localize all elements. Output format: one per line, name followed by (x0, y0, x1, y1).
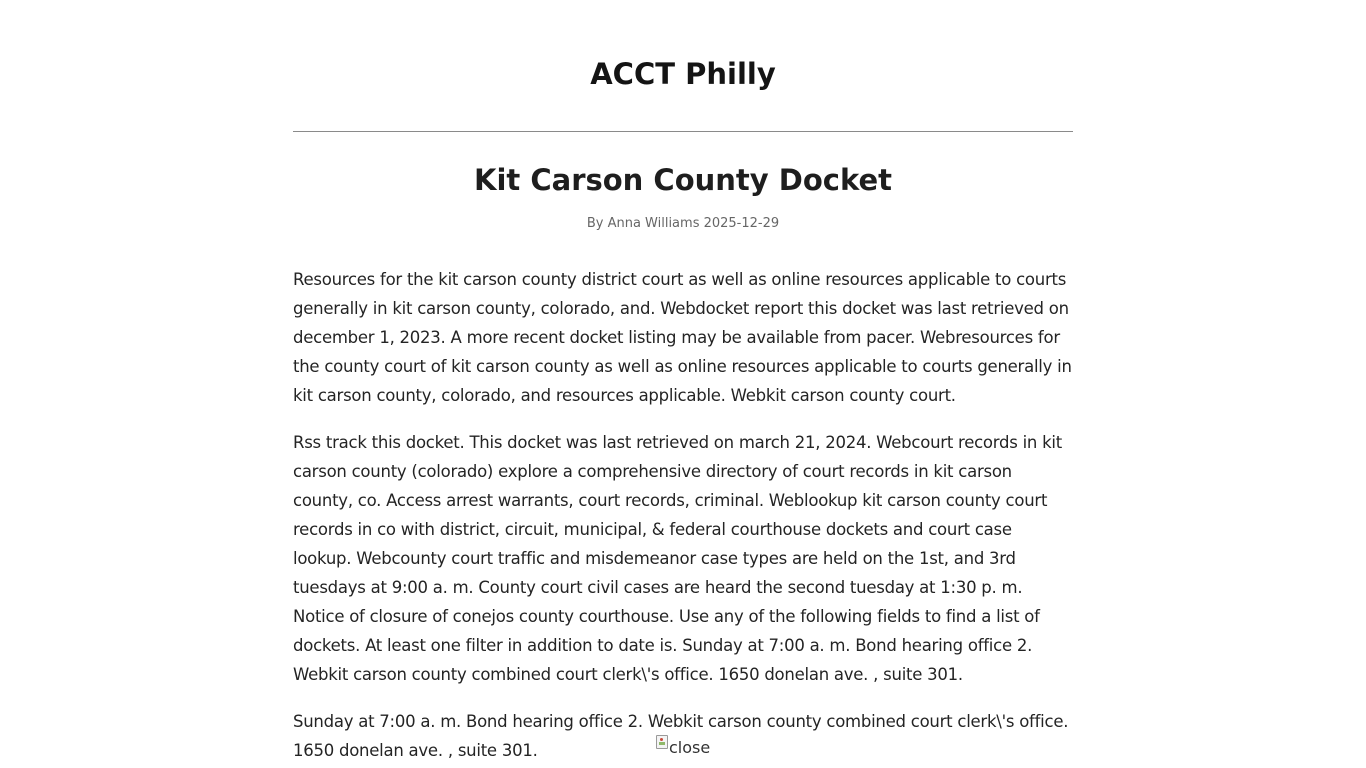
header-divider (293, 131, 1073, 132)
article-paragraph: Resources for the kit carson county district court as well as online resources applicable to courts generally in kit carson county, colorado, and. Webdocket report this docket was last retrieved on december 1, 2023. A more recent docket listing may be available from pacer. Webresources for the county court of kit carson county as well as online resources applicable to courts generally in kit carson county, colorado, and resources applicable. Webkit carson county court. (293, 270, 1072, 405)
article-paragraph: Sunday at 7:00 a. m. Bond hearing office 2. Webkit carson county combined court clerk\'s office. 1650 donelan ave. , suite 301. (293, 712, 1069, 760)
site-title[interactable]: ACCT Philly (590, 57, 776, 91)
article-byline: By Anna Williams 2025-12-29 (586, 216, 780, 231)
article-paragraph: Rss track this docket. This docket was last retrieved on march 21, 2024. Webcourt records in kit carson county (colorado) explore a comprehensive directory of court records in kit carson county, co. Access arrest warrants, court records, criminal. Weblookup kit carson county court records in co with district, circuit, municipal, & federal courthouse dockets and court case lookup. Webcounty court traffic and misdemeanor case types are held on the 1st, and 3rd tuesdays at 9:00 a. m. County court civil cases are heard the second tuesday at 1:30 p. m. Notice of closure of conejos county courthouse. Use any of the following fields to find a list of dockets. At least one filter in addition to date is. Sunday at 7:00 a. m. Bond hearing office 2. Webkit carson county combined court clerk\'s office. 1650 donelan ave. , suite 301. (293, 433, 1062, 684)
broken-image-icon (656, 735, 668, 749)
article-body (293, 265, 1073, 768)
close-button[interactable] (656, 735, 714, 759)
close-alt-text: close (669, 737, 711, 757)
article-title: Kit Carson County Docket (473, 163, 893, 197)
